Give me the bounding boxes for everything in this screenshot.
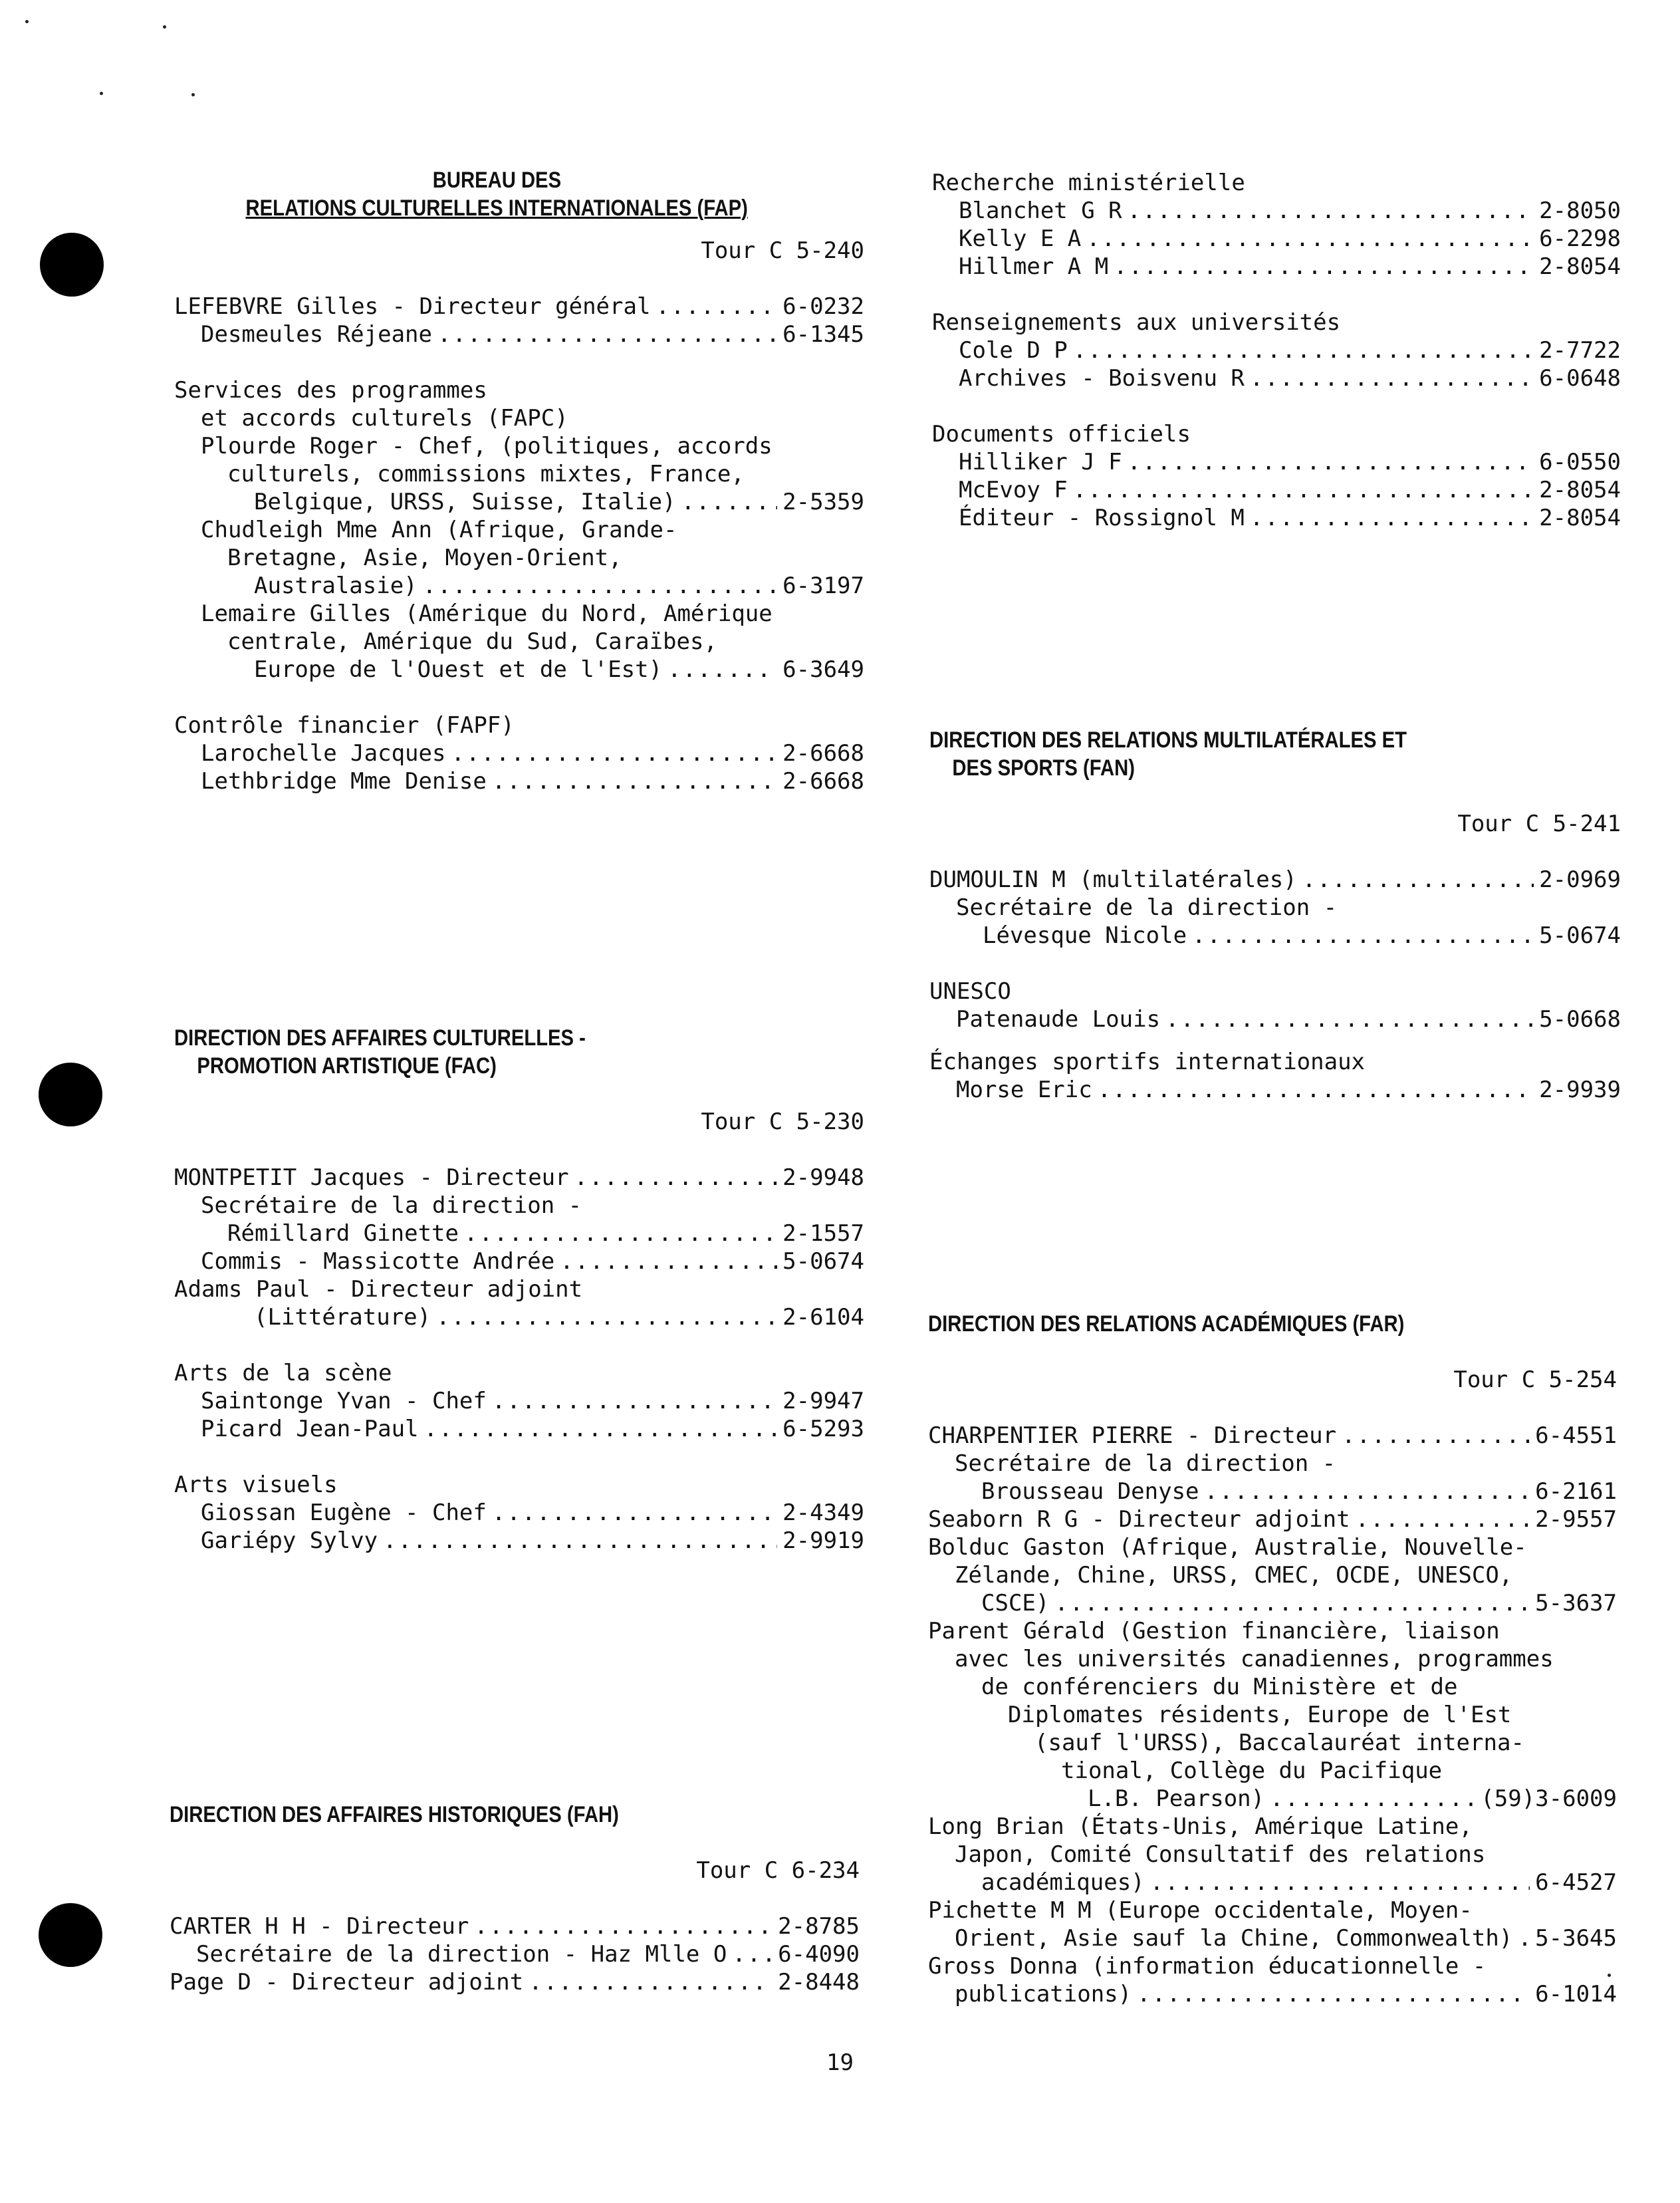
section-affaires-culturelles (174, 1024, 864, 1555)
directory-entry (170, 1968, 860, 1996)
entry-name: Gariépy Sylvy (201, 1527, 378, 1554)
entry-phone: 2-6668 (782, 768, 864, 795)
entry-text: Secrétaire de la direction - (956, 894, 1338, 921)
entry-phone: 6-2161 (1535, 1478, 1617, 1505)
entry-name: Picard Jean-Paul (201, 1416, 419, 1442)
dot-leader (424, 1415, 778, 1443)
entry-text: centrale, Amérique du Sud, Caraïbes, (227, 628, 717, 655)
directory-entry (170, 1940, 860, 1968)
entry-name: LEFEBVRE Gilles - Directeur général (174, 293, 651, 320)
entry-phone: 2-9939 (1539, 1077, 1621, 1103)
entry-text: avec les universités canadiennes, programmes (955, 1646, 1554, 1672)
entry-text: Long Brian (États-Unis, Amérique Latine, (928, 1813, 1473, 1840)
directory-entry (929, 922, 1621, 950)
entry-phone: 2-8785 (778, 1913, 860, 1940)
subsection-heading: Services des programmes (174, 377, 487, 404)
dot-leader (1128, 197, 1534, 225)
entry-text: Secrétaire de la direction - (955, 1450, 1336, 1477)
directory-entry (174, 572, 864, 600)
entry-name: publications) (955, 1981, 1132, 2008)
directory-entry (174, 1303, 864, 1331)
dot-leader (474, 1912, 773, 1940)
entry-phone: 6-4527 (1535, 1869, 1617, 1896)
tour-location: Tour C 5-240 (701, 237, 864, 264)
entry-text: Zélande, Chine, URSS, CMEC, OCDE, UNESCO, (955, 1562, 1513, 1589)
dot-leader (732, 1940, 773, 1968)
directory-entry (174, 1164, 864, 1192)
entry-phone: 5-3645 (1535, 1925, 1617, 1952)
entry-phone: 6-5293 (782, 1416, 864, 1442)
dot-leader (464, 1220, 777, 1247)
entry-name: Morse Eric (956, 1077, 1092, 1103)
entry-text: de conférenciers du Ministère et de (981, 1674, 1458, 1700)
subsection-heading: Arts de la scène (174, 1360, 392, 1386)
dot-leader (1098, 1076, 1534, 1104)
scan-speck (100, 92, 103, 95)
directory-entry (174, 1220, 864, 1247)
directory-entry (174, 1387, 864, 1415)
entry-text: Adams Paul - Directeur adjoint (174, 1276, 583, 1303)
dot-leader (1128, 448, 1534, 476)
section-title-line1: DIRECTION DES AFFAIRES CULTURELLES - (174, 1025, 586, 1051)
dot-leader (1205, 1478, 1530, 1505)
section-affaires-historiques (170, 1801, 860, 1996)
entry-name: Kelly E A (959, 225, 1082, 252)
dot-leader (1518, 1924, 1530, 1952)
dot-leader (681, 488, 778, 516)
dot-leader (1137, 1980, 1530, 2008)
section-bureau-rci (174, 166, 864, 795)
subsection-heading: Échanges sportifs internationaux (929, 1049, 1366, 1075)
entry-name: Orient, Asie sauf la Chine, Commonwealth) (955, 1925, 1513, 1952)
dot-leader (1073, 476, 1534, 504)
binder-hole-top (40, 233, 104, 297)
dot-leader (436, 1303, 777, 1331)
entry-name: académiques) (981, 1869, 1145, 1896)
entry-name: Brousseau Denyse (981, 1478, 1199, 1505)
entry-phone: 5-0674 (1539, 922, 1621, 949)
directory-entry (932, 253, 1621, 281)
directory-entry (174, 1499, 864, 1527)
tour-location: Tour C 5-254 (1453, 1366, 1617, 1393)
directory-entry (932, 336, 1621, 364)
tour-location: Tour C 5-230 (701, 1108, 864, 1135)
directory-entry (174, 656, 864, 684)
entry-text: tional, Collège du Pacifique (1061, 1757, 1443, 1784)
directory-entry (928, 1869, 1617, 1896)
dot-leader (1356, 1505, 1530, 1533)
entry-name: Hillmer A M (959, 253, 1109, 280)
entry-phone: 2-5359 (782, 489, 864, 515)
entry-phone: 2-7722 (1539, 337, 1621, 364)
entry-text: Secrétaire de la direction - (201, 1192, 582, 1219)
entry-phone: 6-3649 (782, 656, 864, 683)
directory-entry (928, 1589, 1617, 1617)
entry-phone: 2-6104 (782, 1304, 864, 1331)
entry-phone: 6-0550 (1539, 449, 1621, 475)
section-title-line2: RELATIONS CULTURELLES INTERNATIONALES (FAP) (245, 195, 748, 221)
entry-name: Seaborn R G - Directeur adjoint (928, 1506, 1350, 1533)
entry-name: Desmeules Réjeane (201, 321, 432, 348)
section-title-line1: DIRECTION DES RELATIONS MULTILATÉRALES ET (929, 727, 1407, 753)
entry-phone: 5-0668 (1539, 1006, 1621, 1033)
dot-leader (1250, 504, 1534, 532)
entry-name: (Littérature) (254, 1304, 431, 1331)
entry-name: Saintonge Yvan - Chef (201, 1388, 487, 1414)
directory-entry (928, 1785, 1617, 1813)
tour-location: Tour C 5-241 (1457, 811, 1621, 837)
entry-name: Hilliker J F (959, 449, 1122, 475)
directory-entry (928, 1924, 1617, 1952)
section-title-line1: BUREAU DES (432, 168, 561, 193)
entry-text: culturels, commissions mixtes, France, (227, 461, 745, 487)
entry-text: Parent Gérald (Gestion financière, liaison (928, 1618, 1500, 1644)
tour-location: Tour C 6-234 (696, 1857, 860, 1884)
directory-entry (929, 866, 1621, 894)
directory-entry (932, 448, 1621, 476)
entry-name: CSCE) (981, 1590, 1050, 1617)
directory-entry (932, 504, 1621, 532)
entry-name: Rémillard Ginette (227, 1220, 459, 1247)
entry-name: Giossan Eugène - Chef (201, 1499, 487, 1526)
entry-name: Blanchet G R (959, 197, 1122, 224)
subsection-heading: Documents officiels (932, 421, 1191, 448)
directory-entry (174, 1415, 864, 1443)
binder-hole-bottom (39, 1903, 102, 1967)
section-title-line2: PROMOTION ARTISTIQUE (FAC) (197, 1053, 497, 1079)
subsection-heading: Renseignements aux universités (932, 309, 1341, 336)
entry-phone: 6-0648 (1539, 365, 1621, 392)
entry-name: Cole D P (959, 337, 1068, 364)
dot-leader (423, 572, 778, 600)
entry-text: Gross Donna (information éducationnelle - (928, 1953, 1487, 1980)
dot-leader (492, 1499, 777, 1527)
entry-name: Lethbridge Mme Denise (201, 768, 487, 795)
entry-phone: 2-8448 (778, 1969, 860, 1996)
entry-phone: 6-0232 (782, 293, 864, 320)
directory-entry (174, 321, 864, 348)
subsection-heading: Contrôle financier (FAPF) (174, 712, 515, 739)
entry-name: DUMOULIN M (multilatérales) (929, 866, 1297, 893)
entry-name: L.B. Pearson) (1088, 1785, 1265, 1812)
dot-leader (529, 1968, 773, 1996)
section-title: DIRECTION DES RELATIONS ACADÉMIQUES (FAR) (928, 1311, 1405, 1337)
dot-leader (1192, 922, 1534, 950)
subsection-heading: Arts visuels (174, 1472, 338, 1498)
directory-entry (928, 1980, 1617, 2008)
directory-entry (932, 225, 1621, 253)
entry-phone: 2-9919 (782, 1527, 864, 1554)
directory-entry (174, 1527, 864, 1555)
entry-text: Lemaire Gilles (Amérique du Nord, Amérique (201, 600, 773, 627)
entry-text: Diplomates résidents, Europe de l'Est (1008, 1702, 1512, 1728)
entry-name: Patenaude Louis (956, 1006, 1161, 1033)
entry-phone: 6-3197 (782, 573, 864, 599)
entry-phone: (59)3-6009 (1481, 1785, 1617, 1812)
scan-speck (191, 93, 195, 96)
entry-phone: 2-4349 (782, 1499, 864, 1526)
dot-leader (492, 767, 777, 795)
dot-leader (1270, 1785, 1475, 1813)
directory-entry (928, 1422, 1617, 1450)
dot-leader (1073, 336, 1534, 364)
dot-leader (1342, 1422, 1530, 1450)
entry-phone: 6-2298 (1539, 225, 1621, 252)
section-relations-multilaterales (929, 726, 1621, 1104)
scan-speck (25, 20, 29, 23)
entry-phone: 2-8054 (1539, 253, 1621, 280)
entry-text: Pichette M M (Europe occidentale, Moyen- (928, 1897, 1473, 1924)
entry-phone: 6-1345 (782, 321, 864, 348)
subsection-heading: Recherche ministérielle (932, 170, 1245, 196)
entry-text: Bretagne, Asie, Moyen-Orient, (227, 545, 622, 571)
directory-entry (174, 1247, 864, 1275)
subsection-heading: UNESCO (929, 978, 1011, 1005)
entry-name: Australasie) (254, 573, 418, 599)
directory-entry (932, 476, 1621, 504)
entry-text: Chudleigh Mme Ann (Afrique, Grande- (201, 517, 677, 543)
entry-phone: 2-9948 (782, 1164, 864, 1191)
entry-name: CHARPENTIER PIERRE - Directeur (928, 1422, 1337, 1449)
entry-text: Japon, Comité Consultatif des relations (955, 1841, 1486, 1868)
entry-name: MONTPETIT Jacques - Directeur (174, 1164, 569, 1191)
directory-entry (174, 293, 864, 321)
dot-leader (1165, 1005, 1534, 1033)
scan-speck (163, 25, 166, 29)
directory-entry (932, 197, 1621, 225)
entry-name: Éditeur - Rossignol M (959, 505, 1245, 531)
dot-leader (560, 1247, 777, 1275)
entry-phone: 2-6668 (782, 740, 864, 767)
entry-phone: 6-4090 (778, 1941, 860, 1968)
entry-name: CARTER H H - Directeur (170, 1913, 469, 1940)
entry-name: Commis - Massicotte Andrée (201, 1248, 555, 1275)
entry-phone: 5-3637 (1535, 1590, 1617, 1617)
directory-entry (174, 488, 864, 516)
entry-name: Lévesque Nicole (983, 922, 1187, 949)
section-relations-academiques (928, 1310, 1617, 2008)
subsection-heading: et accords culturels (FAPC) (201, 405, 568, 432)
entry-name: Europe de l'Ouest et de l'Est) (254, 656, 663, 683)
entry-name: McEvoy F (959, 477, 1068, 503)
entry-phone: 2-9557 (1535, 1506, 1617, 1533)
entry-phone: 6-4551 (1535, 1422, 1617, 1449)
entry-phone: 2-8050 (1539, 197, 1621, 224)
entry-name: Belgique, URSS, Suisse, Italie) (254, 489, 676, 515)
entry-text: (sauf l'URSS), Baccalauréat interna- (1034, 1730, 1524, 1756)
directory-entry (174, 739, 864, 767)
directory-entry (932, 364, 1621, 392)
right-column-top (932, 169, 1621, 532)
dot-leader (437, 321, 777, 348)
directory-entry (929, 1005, 1621, 1033)
dot-leader (667, 656, 777, 684)
directory-entry (170, 1912, 860, 1940)
directory-entry (928, 1478, 1617, 1505)
entry-phone: 2-9947 (782, 1388, 864, 1414)
binder-hole-middle (39, 1063, 102, 1126)
dot-leader (574, 1164, 778, 1192)
entry-phone: 2-1557 (782, 1220, 864, 1247)
dot-leader (383, 1527, 777, 1555)
entry-phone: 2-8054 (1539, 477, 1621, 503)
left-column (174, 166, 864, 795)
directory-entry (174, 767, 864, 795)
dot-leader (1054, 1589, 1530, 1617)
entry-name: Page D - Directeur adjoint (170, 1969, 524, 1996)
directory-entry (928, 1505, 1617, 1533)
dot-leader (1114, 253, 1534, 281)
dot-leader (492, 1387, 777, 1415)
entry-name: Secrétaire de la direction - Haz Mlle O (196, 1941, 727, 1968)
dot-leader (656, 293, 777, 321)
entry-phone: 5-0674 (782, 1248, 864, 1275)
directory-entry (929, 1076, 1621, 1104)
dot-leader (1302, 866, 1534, 894)
entry-name: Archives - Boisvenu R (959, 365, 1245, 392)
dot-leader (1150, 1869, 1530, 1896)
entry-text: Bolduc Gaston (Afrique, Australie, Nouvelle- (928, 1534, 1527, 1561)
section-title-line2: DES SPORTS (FAN) (952, 755, 1135, 781)
dot-leader (451, 739, 777, 767)
entry-name: Larochelle Jacques (201, 740, 446, 767)
entry-phone: 6-1014 (1535, 1981, 1617, 2008)
dot-leader (1250, 364, 1534, 392)
entry-phone: 2-8054 (1539, 505, 1621, 531)
entry-phone: 2-0969 (1539, 866, 1621, 893)
section-title: DIRECTION DES AFFAIRES HISTORIQUES (FAH) (170, 1802, 619, 1827)
page-number: 19 (826, 2049, 854, 2076)
dot-leader (1086, 225, 1534, 253)
entry-text: Plourde Roger - Chef, (politiques, accords (201, 433, 773, 459)
